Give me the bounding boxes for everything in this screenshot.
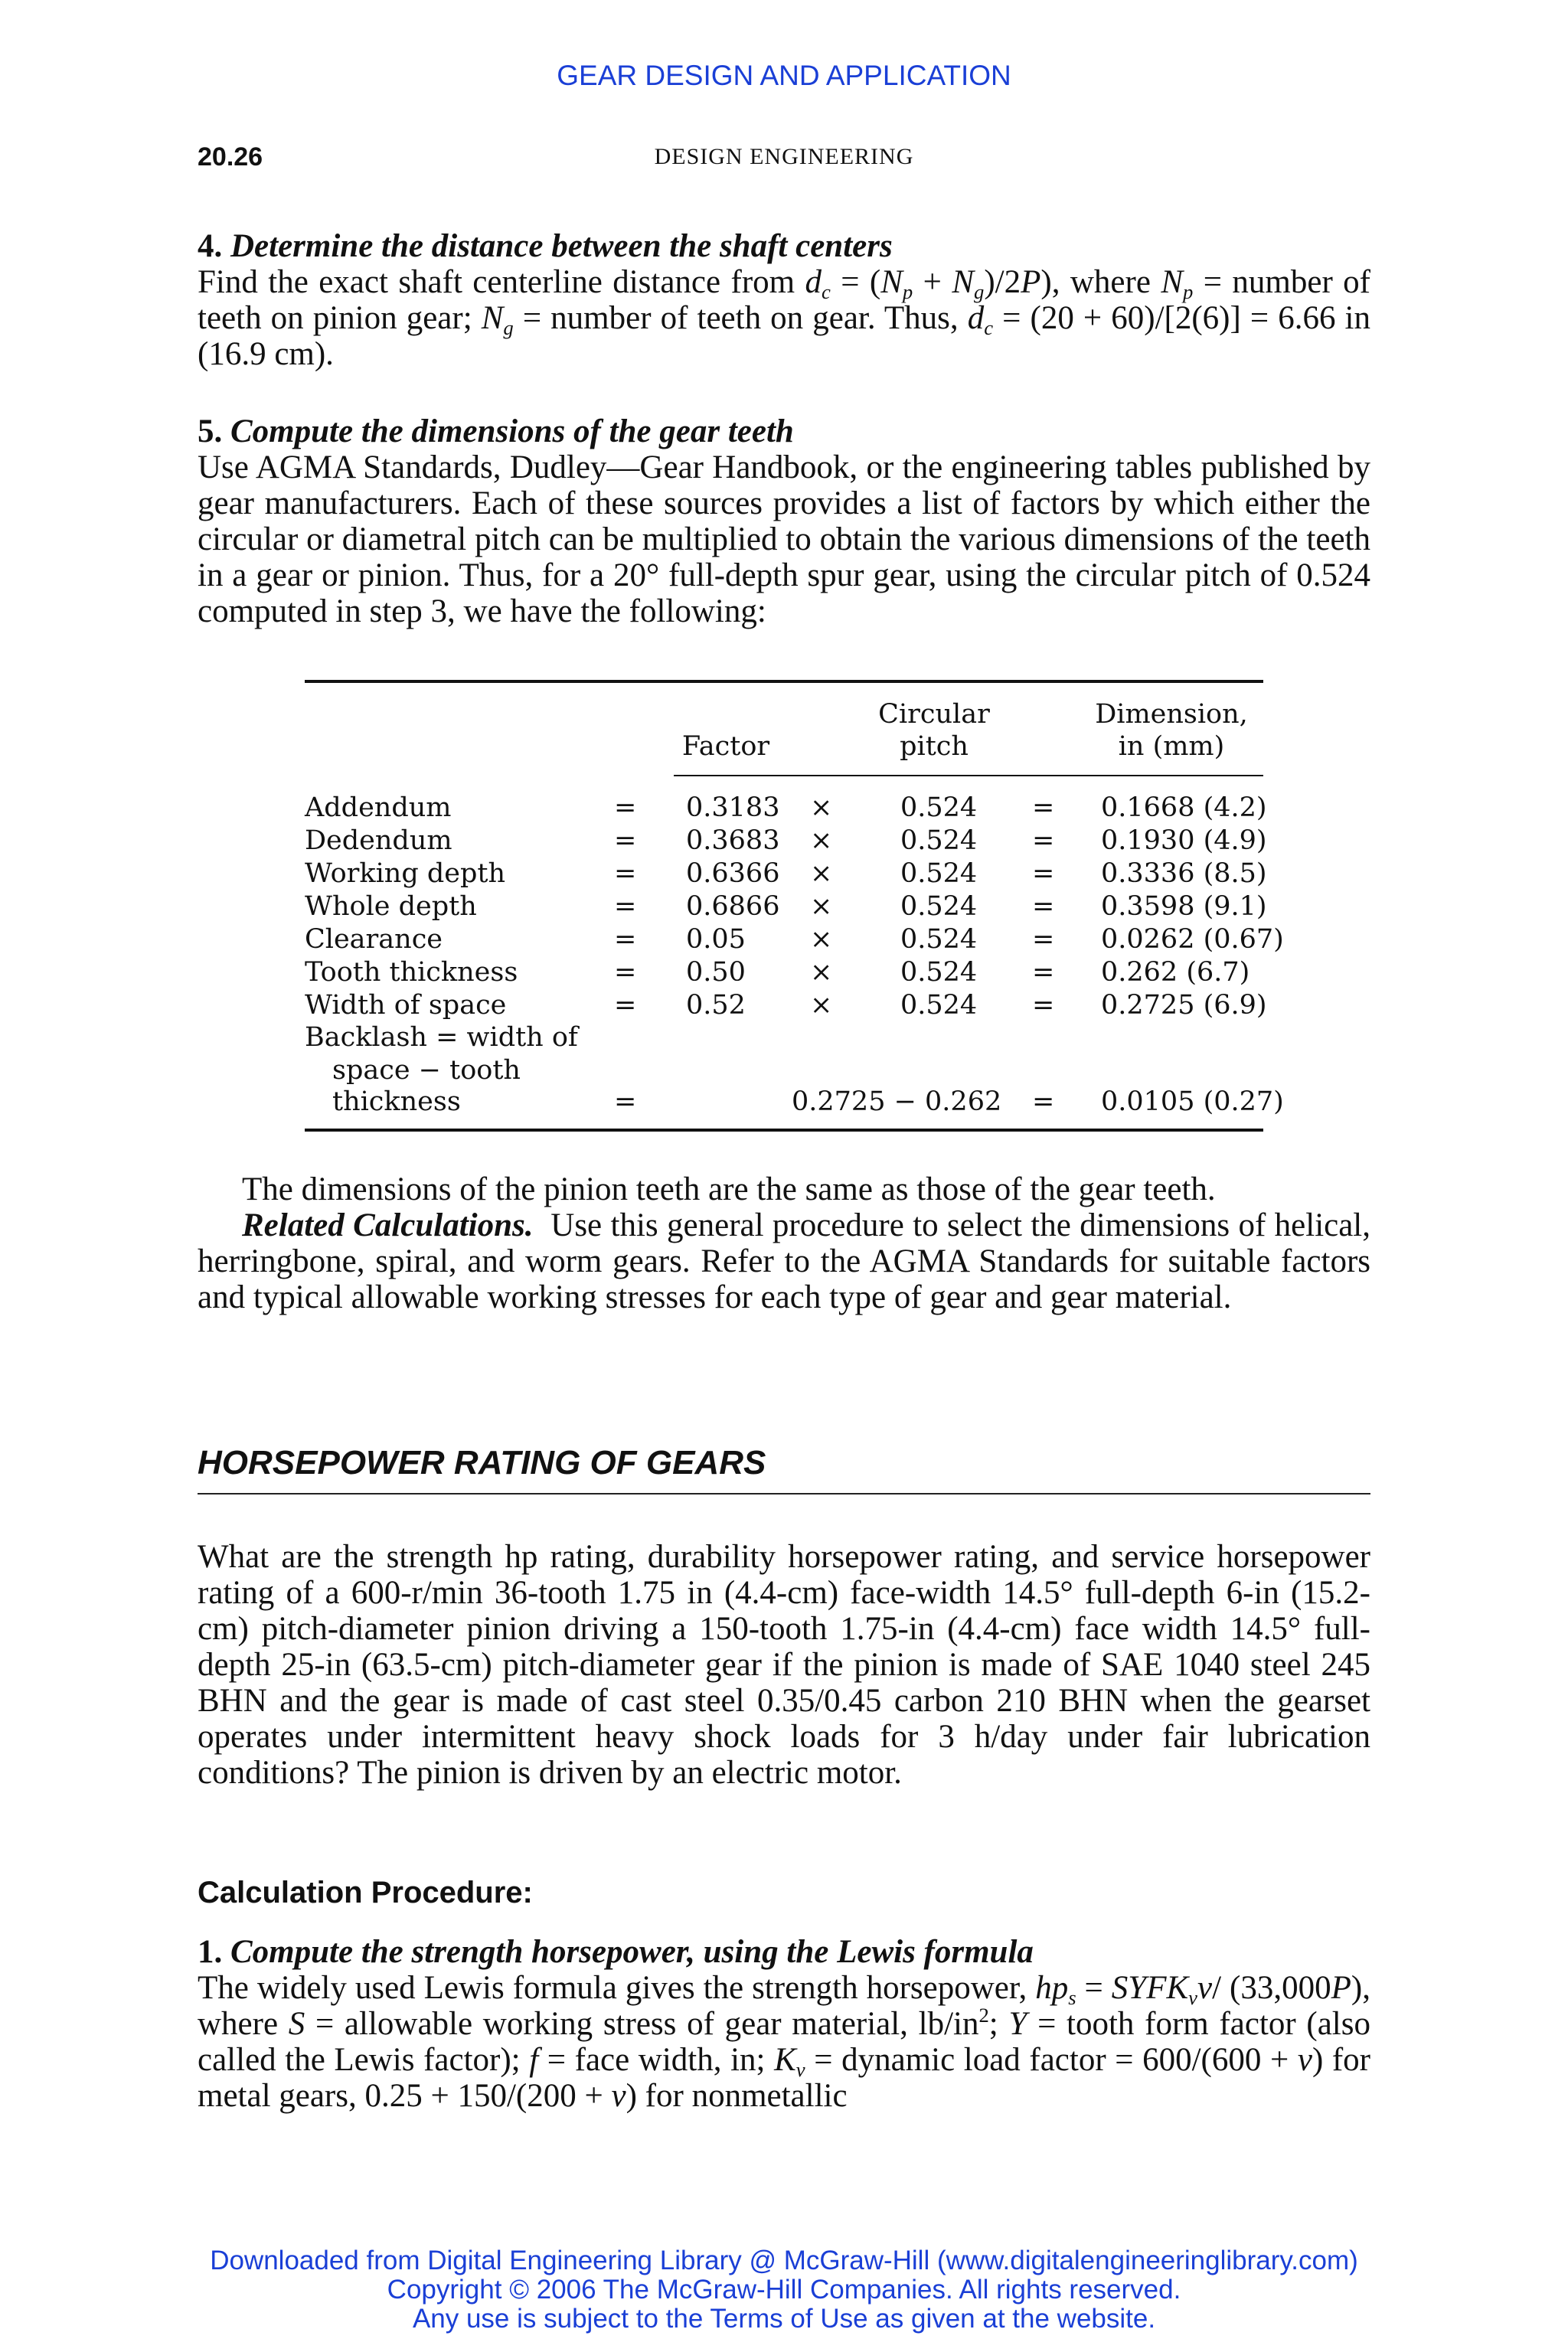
cell-pitch: 0.524 xyxy=(900,990,978,1021)
cell-equals-2: = xyxy=(1032,825,1055,856)
cell-equals: = xyxy=(614,858,637,889)
cell-dimension: 0.0262 (0.67) xyxy=(1101,924,1284,955)
cell-factor: 0.52 xyxy=(686,990,746,1021)
related-calculations-body: Use this general procedure to select the dimensions of helical, herringbone, spiral, and worm gears. Refer to the AGMA Standards for suitable factors and typical allowable working stresses for each type of gear and gear material. xyxy=(198,1207,1371,1315)
cell-equals: = xyxy=(614,825,637,856)
backlash-eq2: = xyxy=(1032,1086,1055,1117)
step-4-title: Determine the distance between the shaft centers xyxy=(230,228,893,264)
cell-times: × xyxy=(810,858,833,889)
cell-pitch: 0.524 xyxy=(900,891,978,922)
cell-pitch: 0.524 xyxy=(900,858,978,889)
cell-equals-2: = xyxy=(1032,858,1055,889)
section-rule xyxy=(198,1493,1370,1494)
table-row-backlash-2 xyxy=(305,1054,1263,1087)
table-top-rule xyxy=(305,680,1263,683)
section-title: HORSEPOWER RATING OF GEARS xyxy=(198,1444,766,1481)
table-bottom-rule xyxy=(305,1129,1263,1132)
cell-factor: 0.3183 xyxy=(686,792,780,823)
cell-pitch: 0.524 xyxy=(900,792,978,823)
step-1-title: Compute the strength horsepower, using the Lewis formula xyxy=(230,1934,1034,1970)
cell-factor: 0.3683 xyxy=(686,825,780,856)
cell-label: Whole depth xyxy=(305,891,477,922)
pinion-note: The dimensions of the pinion teeth are the same as those of the gear teeth. xyxy=(242,1171,1216,1207)
cell-factor: 0.6866 xyxy=(686,891,780,922)
cell-times: × xyxy=(810,825,833,856)
page-number: 20.26 xyxy=(198,142,263,172)
cell-factor: 0.05 xyxy=(686,924,746,955)
table-header-circular-line1: Circular xyxy=(878,699,990,730)
cell-pitch: 0.524 xyxy=(900,924,978,955)
step-5-body: Use AGMA Standards, Dudley—Gear Handbook, or the engineering tables published by gear manufacturers. Each of these sources provides a list of factors by which either the circular or diametral pitch can be multiplied to obtain the various dimensions of the teeth in a gear or pinion. Thus, for a 20° full-depth spur gear, using the circular pitch of 0.524 computed in step 3, we have the following: xyxy=(198,449,1370,629)
table-header-factor: Factor xyxy=(681,731,770,762)
table-header-circular-line2: pitch xyxy=(900,731,969,762)
step-5-number: 5. xyxy=(198,413,223,449)
backlash-label-line1: Backlash = width of xyxy=(305,1022,578,1053)
cell-label: Tooth thickness xyxy=(305,957,518,988)
table-row xyxy=(305,989,1267,1022)
cell-dimension: 0.262 (6.7) xyxy=(1101,957,1250,988)
step-4-number: 4. xyxy=(198,228,223,264)
table-header-dimension-line1: Dimension, xyxy=(1095,699,1248,730)
table-row-backlash-1 xyxy=(305,1021,1263,1054)
backlash-expression: 0.2725 − 0.262 xyxy=(792,1086,1002,1117)
footer-download-link[interactable]: Downloaded from Digital Engineering Library @ McGraw-Hill (www.digitalengineeringlibrary.com) xyxy=(210,2246,1358,2275)
step-1-number: 1. xyxy=(198,1934,223,1970)
cell-pitch: 0.524 xyxy=(900,957,978,988)
cell-factor: 0.6366 xyxy=(686,858,780,889)
table-header-dimension-line2: in (mm) xyxy=(1118,731,1225,762)
cell-dimension: 0.2725 (6.9) xyxy=(1101,990,1267,1021)
cell-times: × xyxy=(810,792,833,823)
table-row xyxy=(305,923,1284,956)
cell-label: Clearance xyxy=(305,924,443,955)
cell-label: Width of space xyxy=(305,990,507,1021)
cell-dimension: 0.1668 (4.2) xyxy=(1101,792,1267,823)
cell-equals: = xyxy=(614,891,637,922)
step-4-body: Find the exact shaft centerline distance from $d_c = (N_p + N_g)/2P$), where $N_p$ = number of teeth on pinion gear; $N_g$ = number of teeth on gear. Thus, $d_c = (20 + 60)/[2(6)] = 6.66$ in (16.9 cm). xyxy=(198,264,1370,372)
cell-dimension: 0.3598 (9.1) xyxy=(1101,891,1267,922)
table-row xyxy=(305,792,1267,825)
cell-equals-2: = xyxy=(1032,924,1055,955)
running-head: DESIGN ENGINEERING xyxy=(654,144,914,169)
step-5-heading xyxy=(198,413,1370,449)
footer-copyright: Copyright © 2006 The McGraw-Hill Companies. All rights reserved. xyxy=(387,2275,1181,2305)
step-4-heading xyxy=(198,228,1370,264)
step-5 xyxy=(198,413,1370,629)
cell-equals: = xyxy=(614,792,637,823)
cell-equals: = xyxy=(614,990,637,1021)
cell-equals: = xyxy=(614,924,637,955)
cell-dimension: 0.3336 (8.5) xyxy=(1101,858,1267,889)
table-row-backlash-3 xyxy=(305,1086,1284,1119)
related-calculations-label: Related Calculations. xyxy=(242,1207,534,1243)
table-row xyxy=(305,890,1267,923)
backlash-label-line3: thickness xyxy=(332,1086,461,1117)
cell-pitch: 0.524 xyxy=(900,825,978,856)
related-calculations xyxy=(198,1207,1370,1315)
cell-factor: 0.50 xyxy=(686,957,746,988)
cell-times: × xyxy=(810,990,833,1021)
footer-terms[interactable]: Any use is subject to the Terms of Use as given at the website. xyxy=(412,2304,1156,2334)
problem-statement: What are the strength hp rating, durability horsepower rating, and service horsepower rating of a 600-r/min 36-tooth 1.75 in (4.4-cm) face-width 14.5° full-depth 6-in (15.2-cm) pitch-diameter pinion driving a 150-tooth 1.75-in (4.4-cm) face width 14.5° full-depth 25-in (63.5-cm) pitch-diameter gear if the pinion is made of SAE 1040 steel 245 BHN and the gear is made of cast steel 0.35/0.45 carbon 210 BHN when the gearset operates under intermittent heavy shock loads for 3 h/day under fair lubrication conditions? The pinion is driven by an electric motor. xyxy=(198,1539,1370,1791)
cell-equals-2: = xyxy=(1032,957,1055,988)
cell-times: × xyxy=(810,924,833,955)
after-table xyxy=(198,1171,1370,1315)
cell-label: Addendum xyxy=(305,792,452,823)
cell-times: × xyxy=(810,891,833,922)
step-1-body: The widely used Lewis formula gives the strength horsepower, $hp_s$ = $SYFK_vv/$ (33,000P), where S = allowable working stress of gear material, $lb/in^2$; Y = tooth form factor (also called the Lewis factor); f = face width, in; $K_v$ = dynamic load factor = 600/(600 + v) for metal gears, 0.25 + 150/(200 + v) for nonmetallic xyxy=(198,1970,1370,2114)
table-row xyxy=(305,858,1267,890)
table-row xyxy=(305,825,1267,858)
step-4 xyxy=(198,228,1370,372)
step-1-heading xyxy=(198,1934,1370,1970)
document-banner[interactable]: GEAR DESIGN AND APPLICATION xyxy=(557,60,1011,91)
cell-equals: = xyxy=(614,957,637,988)
cell-dimension: 0.1930 (4.9) xyxy=(1101,825,1267,856)
cell-equals-2: = xyxy=(1032,990,1055,1021)
table-header-rule xyxy=(674,775,1263,776)
backlash-eq: = xyxy=(614,1086,637,1117)
cell-times: × xyxy=(810,957,833,988)
step-5-title: Compute the dimensions of the gear teeth xyxy=(230,413,794,449)
cell-label: Dedendum xyxy=(305,825,452,856)
calculation-procedure-heading: Calculation Procedure: xyxy=(198,1876,533,1909)
cell-equals-2: = xyxy=(1032,792,1055,823)
step-1 xyxy=(198,1934,1370,2114)
cell-equals-2: = xyxy=(1032,891,1055,922)
backlash-dimension: 0.0105 (0.27) xyxy=(1101,1086,1284,1117)
cell-label: Working depth xyxy=(305,858,506,889)
backlash-label-line2: space − tooth xyxy=(332,1055,521,1086)
table-row xyxy=(305,956,1263,989)
